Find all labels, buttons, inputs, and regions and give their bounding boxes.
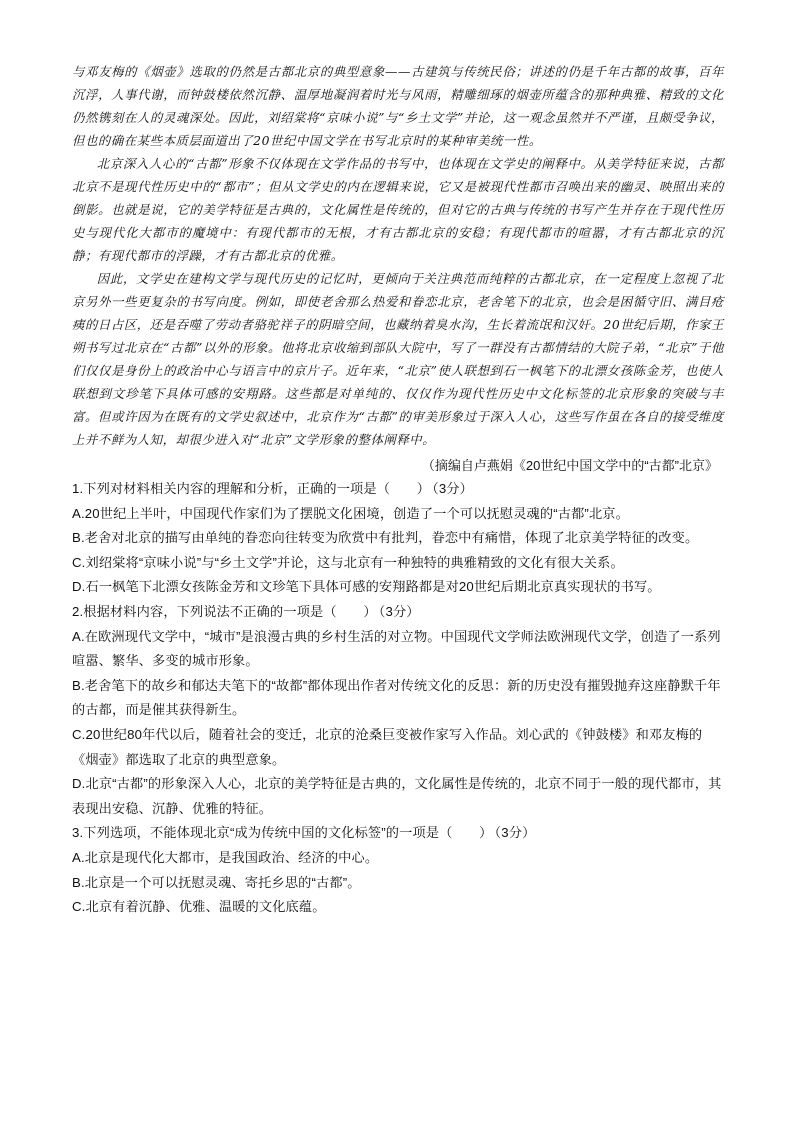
question-2-option-b: B.老舍笔下的故乡和郁达夫笔下的“故都”都体现出作者对传统文化的反思：新的历史没有摧毁抛弃这座静默千年的古都，而是催其获得新生。 (72, 677, 721, 718)
passage-paragraph-1: 与邓友梅的《烟壶》选取的仍然是古都北京的典型意象——古建筑与传统民俗；讲述的仍是千年古都的故事，百年沉浮，人事代谢，而钟鼓楼依然沉静、温厚地凝润着时光与风雨，精雕细琢的烟壶所蕴含的那种典雅、精致的文化仍然镌刻在人的灵魂深处。因此，刘绍棠将“京味小说”与“乡土文学”并论，这一观念虽然并不严谨，且颇受争议，但也的确在某些本质层面道出了20世纪中国文学在书写北京时的某种审美统一性。 (72, 64, 724, 148)
question-2 (72, 600, 724, 821)
passage-paragraph-3: 因此，文学史在建构文学与现代历史的记忆时，更倾向于关注典范而纯粹的古都北京，在一定程度上忽视了北京另外一些更复杂的书写向度。例如，即使老舍那么热爱和眷恋北京，老舍笔下的北京，也会是困循守旧、满目疮痍的日占区，还是吞噬了劳动者骆驼祥子的阴暗空间，也藏纳着臭水沟，生长着流氓和汉奸。20世纪后期，作家王朔书写过北京在“古都”以外的形象。他将北京收缩到部队大院中，写了一群没有古都情结的大院子弟，“北京”于他们仅仅是身份上的政治中心与语言中的京片子。近年来，“北京”使人联想到石一枫笔下的北漂女孩陈金芳，也使人联想到文珍笔下具体可感的安翔路。这些都是对单纯的、仅仅作为现代性历史中文化标签的北京形象的突破与丰富。但或许因为在既有的文学史叙述中，北京作为“古都”的审美形象过于深入人心，这些写作虽在各自的接受维度上并不鲜为人知，却很少进入对“北京”文学形象的整体阐释中。 (72, 271, 724, 447)
question-3 (72, 821, 724, 919)
question-3-option-b: B.北京是一个可以抚慰灵魂、寄托乡思的“古都”。 (72, 874, 361, 890)
question-3-text: 3.下列选项，不能体现北京“成为传统中国的文化标签”的一项是（ ） (72, 825, 493, 841)
question-2-stem (72, 600, 724, 625)
question-1-option-c: C.刘绍棠将“京味小说”与“乡土文学”并论，这与北京有一种独特的典雅精致的文化有很大关系。 (72, 554, 624, 570)
question-1 (72, 477, 724, 600)
passage-paragraph-2: 北京深入人心的“古都”形象不仅体现在文学作品的书写中，也体现在文学史的阐释中。从美学特征来说，古都北京不是现代性历史中的“都市”；但从文学史的内在逻辑来说，它又是被现代性都市召唤出来的幽灵、映照出来的倒影。也就是说，它的美学特征是古典的，文化属性是传统的，但对它的古典与传统的书写产生并存在于现代性历史与现代化大都市的魔境中：有现代都市的无根，才有古都北京的安稳；有现代都市的喧嚣，才有古都北京的沉静；有现代都市的浮躁，才有古都北京的优雅。 (72, 156, 724, 263)
question-3-option-a: A.北京是现代化大都市，是我国政治、经济的中心。 (72, 849, 379, 865)
question-3-option-c: C.北京有着沉静、优雅、温暖的文化底蕴。 (72, 899, 326, 915)
question-1-option-a: A.20世纪上半叶，中国现代作家们为了摆脱文化困境，创造了一个可以抚慰灵魂的“古都”北京。 (72, 505, 629, 521)
question-3-score: （3分） (494, 825, 536, 841)
questions-section (72, 477, 724, 920)
question-2-text: 2.根据材料内容，下列说法不正确的一项是（ ） (72, 603, 377, 619)
question-1-score: （3分） (432, 481, 473, 496)
question-3-stem (72, 821, 724, 846)
question-2-score: （3分） (378, 603, 420, 619)
question-2-option-c: C.20世纪80年代以后，随着社会的变迁，北京的沧桑巨变被作家写入作品。刘心武的《钟鼓楼》和邓友梅的《烟壶》都选取了北京的典型意象。 (72, 726, 703, 767)
question-1-option-b: B.老舍对北京的描写由单纯的眷恋向往转变为欣赏中有批判，眷恋中有痛惜，体现了北京美学特征的改变。 (72, 530, 699, 546)
passage-source: （摘编自卢燕娟《20世纪中国文学中的“古都”北京》 (421, 458, 718, 473)
reading-passage (72, 60, 724, 451)
question-1-stem (72, 477, 724, 502)
question-1-text: 1.下列对材料相关内容的理解和分析，正确的一项是（ ） (72, 481, 431, 496)
question-1-option-d: D.石一枫笔下北漂女孩陈金芳和文珍笔下具体可感的安翔路都是对20世纪后期北京真实现状的书写。 (72, 579, 661, 595)
question-2-option-d: D.北京“古都”的形象深入人心，北京的美学特征是古典的，文化属性是传统的，北京不同于一般的现代都市，其表现出安稳、沉静、优雅的特征。 (72, 776, 722, 816)
question-2-option-a: A.在欧洲现代文学中，“城市”是浪漫古典的乡村生活的对立物。中国现代文学师法欧洲现代文学，创造了一系列喧嚣、繁华、多变的城市形象。 (72, 628, 721, 669)
